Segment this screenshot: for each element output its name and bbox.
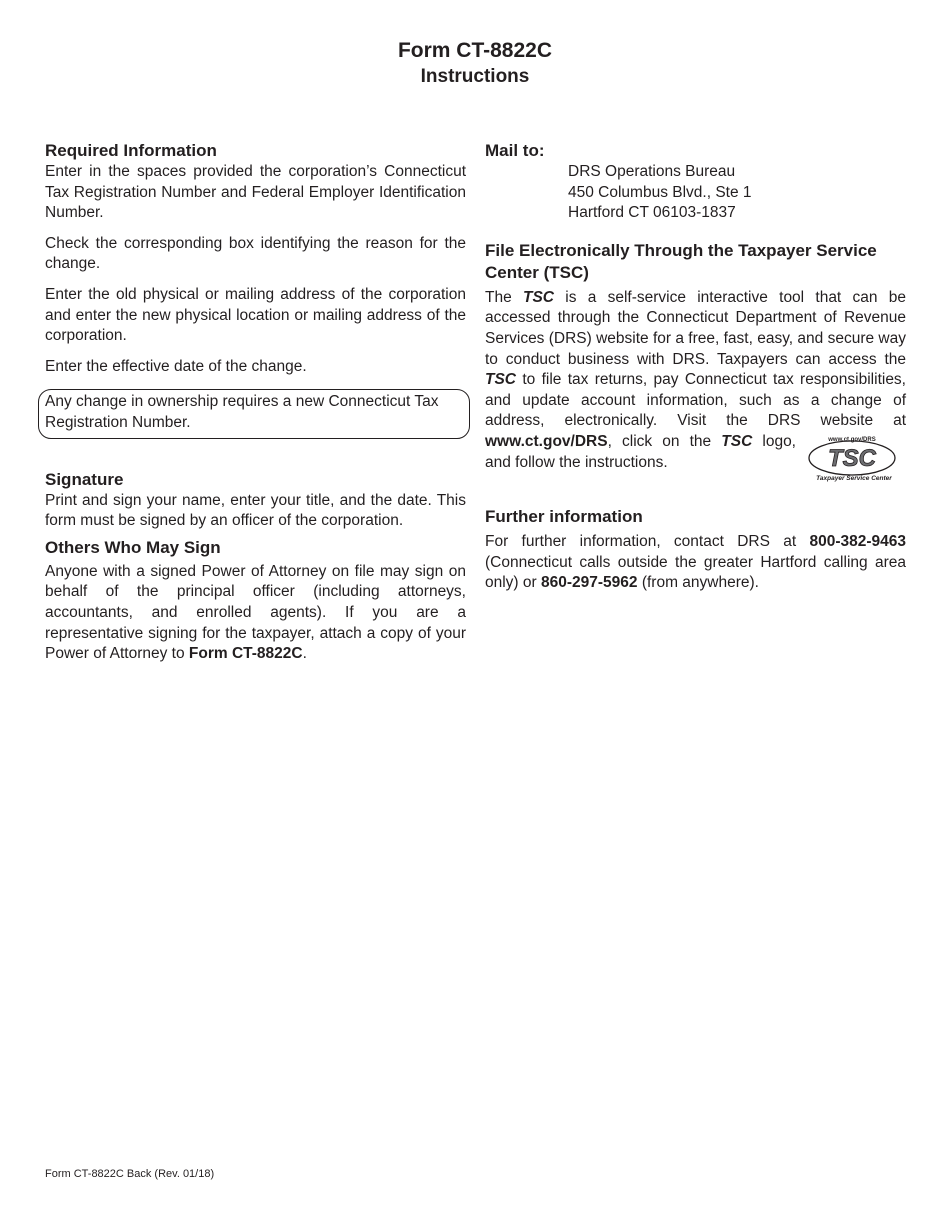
address-line-2: 450 Columbus Blvd., Ste 1 [568, 183, 752, 201]
address-line-3: Hartford CT 06103-1837 [568, 204, 736, 222]
form-title: Form CT-8822C [397, 39, 553, 62]
form-reference: Form CT-8822C [188, 645, 303, 663]
drs-website-link[interactable]: www.ct.gov/DRS [485, 432, 608, 450]
form-footer: Form CT-8822C Back (Rev. 01/18) [45, 1168, 215, 1180]
required-paragraph-3: Enter the old physical or mailing address of the corporation and enter the new physical location or mailing address of the corporation. [45, 285, 466, 345]
further-information-heading: Further information [485, 507, 643, 527]
page-header [0, 38, 950, 90]
phone-number-1: 800-382-9463 [809, 533, 906, 551]
ownership-notice-text: Any change in ownership requires a new Connecticut Tax Registration Number. [45, 393, 439, 431]
left-column [45, 140, 466, 665]
required-paragraph-4: Enter the effective date of the change. [45, 357, 307, 375]
required-information-heading: Required Information [45, 141, 217, 160]
tsc-paragraph: The TSC is a self-service interactive tool that can be accessed through the Connecticut Department of Revenue Services (DRS) website for a free, fast, easy, and secure way to conduct business with DRS. Taxpayers can access the TSC to file tax returns, pay Connecticut tax responsibilities, and update account information, such as a change of address, electronically. Visit the DRS website at www.ct.gov/DRS TSC Taxpayer Service Center www.ct.gov/DRS, click on the TSC logo, and follow the instructions. [485, 288, 906, 482]
signature-paragraph: Print and sign your name, enter your title, and the date. This form must be signed by an officer of the corporation. [45, 491, 466, 530]
signature-heading: Signature [45, 469, 124, 489]
mail-to-heading: Mail to: [485, 141, 545, 160]
required-paragraph-2: Check the corresponding box identifying the reason for the change. [45, 234, 466, 273]
required-paragraph-1: Enter in the spaces provided the corporation’s Connecticut Tax Registration Number and Federal Employer Identification Number. [45, 163, 466, 222]
form-subtitle: Instructions [420, 66, 530, 87]
others-who-may-sign-heading: Others Who May Sign [45, 537, 221, 557]
others-paragraph: Anyone with a signed Power of Attorney on file may sign on behalf of the principal officer (including attorneys, accountants, and enrolled agents). If you are a representative signing for the taxpayer, attach a copy of your Power of Attorney to Form CT-8822C. [45, 562, 466, 663]
tsc-logo-icon [806, 434, 898, 482]
svg-text:www.ct.gov/DRS: www.ct.gov/DRS [828, 436, 876, 443]
right-column [485, 140, 906, 594]
svg-text:TSC: TSC [828, 444, 876, 472]
svg-text:Taxpayer Service Center: Taxpayer Service Center [816, 474, 892, 482]
address-line-1: DRS Operations Bureau [568, 163, 736, 180]
phone-number-2: 860-297-5962 [541, 574, 638, 592]
mailing-address [485, 162, 906, 224]
further-information-paragraph: For further information, contact DRS at 800-382-9463 (Connecticut calls outside the greater Hartford calling area only) or 860-297-5962 (from anywhere). [485, 533, 906, 592]
ownership-notice-box [38, 389, 470, 438]
tsc-heading: File Electronically Through the Taxpayer Service Center (TSC) [485, 240, 877, 282]
